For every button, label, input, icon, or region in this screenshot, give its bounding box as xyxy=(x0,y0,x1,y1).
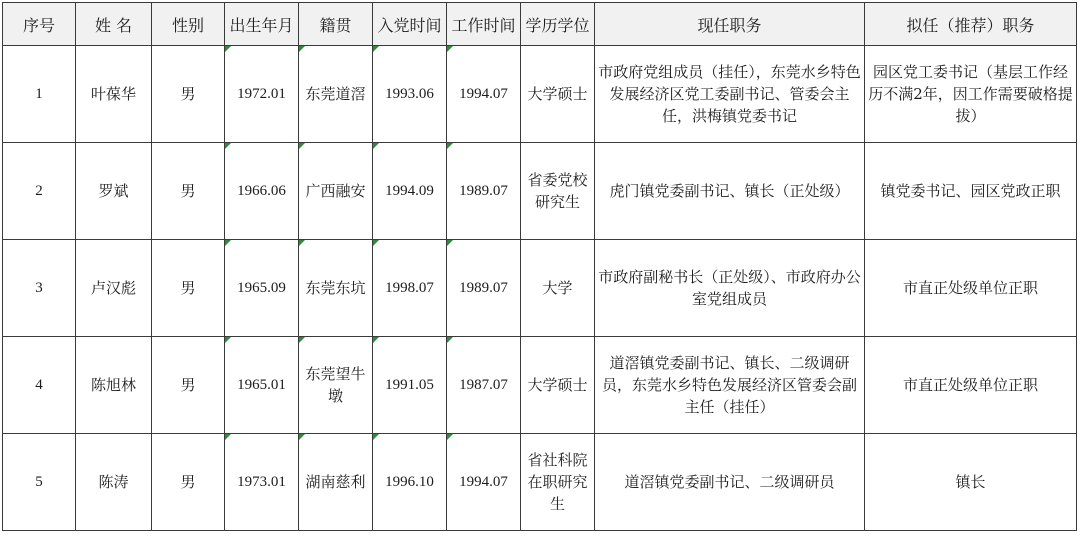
cell-seq: 4 xyxy=(3,337,76,434)
header-education: 学历学位 xyxy=(521,3,595,46)
cell-gender: 男 xyxy=(152,434,225,531)
header-name: 姓 名 xyxy=(76,3,152,46)
cell-current-post: 市政府党组成员（挂任），东莞水乡特色发展经济区党工委副书记、管委会主任，洪梅镇党委书记 xyxy=(595,46,865,143)
cell-work-start xyxy=(447,46,521,143)
cell-current-post: 市政府副秘书长（正处级）、市政府办公室党组成员 xyxy=(595,240,865,337)
cell-marker xyxy=(225,46,231,52)
cell-seq: 1 xyxy=(3,46,76,143)
cell-birth-text: 1965.01 xyxy=(237,377,286,393)
cell-birth-text: 1973.01 xyxy=(237,474,286,490)
cell-current-post: 道滘镇党委副书记、二级调研员 xyxy=(595,434,865,531)
cell-proposed-post: 市直正处级单位正职 xyxy=(865,240,1077,337)
table-row xyxy=(3,46,1077,143)
cell-birth xyxy=(225,337,299,434)
cell-gender: 男 xyxy=(152,143,225,240)
cell-origin-text: 广西融安 xyxy=(305,182,366,200)
cell-marker xyxy=(447,434,453,440)
cell-work-start-text: 1989.07 xyxy=(459,183,508,199)
cell-current-post: 虎门镇党委副书记、镇长（正处级） xyxy=(595,143,865,240)
cell-party-join-text: 1996.10 xyxy=(385,474,434,490)
cell-party-join xyxy=(373,46,447,143)
cell-origin xyxy=(299,143,373,240)
cell-proposed-post: 市直正处级单位正职 xyxy=(865,337,1077,434)
table-row xyxy=(3,240,1077,337)
cell-birth xyxy=(225,143,299,240)
cell-seq: 5 xyxy=(3,434,76,531)
cell-party-join xyxy=(373,337,447,434)
cell-work-start xyxy=(447,434,521,531)
cadre-roster-table xyxy=(2,2,1077,531)
cell-work-start-text: 1994.07 xyxy=(459,86,508,102)
cell-origin-text: 东莞望牛墩 xyxy=(305,365,366,405)
cell-gender: 男 xyxy=(152,240,225,337)
cell-marker xyxy=(225,143,231,149)
cell-marker xyxy=(373,337,379,343)
cell-marker xyxy=(299,143,305,149)
cell-name: 罗斌 xyxy=(76,143,152,240)
cell-name: 卢汉彪 xyxy=(76,240,152,337)
cell-party-join-text: 1993.06 xyxy=(385,86,434,102)
cell-proposed-post: 园区党工委书记（基层工作经历不满2年，因工作需要破格提拔） xyxy=(865,46,1077,143)
cell-education: 省社科院在职研究生 xyxy=(521,434,595,531)
cell-marker xyxy=(447,143,453,149)
cell-seq: 3 xyxy=(3,240,76,337)
cell-birth-text: 1966.06 xyxy=(237,183,286,199)
header-gender: 性别 xyxy=(152,3,225,46)
cell-marker xyxy=(447,46,453,52)
cell-education: 大学硕士 xyxy=(521,337,595,434)
cell-work-start-text: 1987.07 xyxy=(459,377,508,393)
cell-birth xyxy=(225,240,299,337)
cell-gender: 男 xyxy=(152,46,225,143)
cell-proposed-post: 镇党委书记、园区党政正职 xyxy=(865,143,1077,240)
cell-seq: 2 xyxy=(3,143,76,240)
header-birth: 出生年月 xyxy=(225,3,299,46)
cell-origin xyxy=(299,46,373,143)
cell-marker xyxy=(299,240,305,246)
cell-party-join xyxy=(373,240,447,337)
cell-marker xyxy=(299,434,305,440)
cell-party-join-text: 1998.07 xyxy=(385,280,434,296)
cell-party-join-text: 1991.05 xyxy=(385,377,434,393)
table-row xyxy=(3,337,1077,434)
cell-marker xyxy=(225,434,231,440)
cell-party-join xyxy=(373,434,447,531)
cell-marker xyxy=(373,240,379,246)
cell-work-start xyxy=(447,337,521,434)
cell-birth-text: 1972.01 xyxy=(237,86,286,102)
cell-marker xyxy=(373,46,379,52)
cell-marker xyxy=(373,143,379,149)
cell-marker xyxy=(447,337,453,343)
cell-gender: 男 xyxy=(152,337,225,434)
cell-marker xyxy=(225,337,231,343)
cell-origin xyxy=(299,240,373,337)
header-seq: 序号 xyxy=(3,3,76,46)
cell-origin-text: 湖南慈利 xyxy=(305,473,366,491)
cell-origin-text: 东莞东坑 xyxy=(305,279,366,297)
cell-name: 陈旭林 xyxy=(76,337,152,434)
header-party-join: 入党时间 xyxy=(373,3,447,46)
cell-marker xyxy=(299,46,305,52)
cell-marker xyxy=(447,240,453,246)
cell-birth xyxy=(225,434,299,531)
table-row xyxy=(3,143,1077,240)
cell-birth-text: 1965.09 xyxy=(237,280,286,296)
cell-education: 大学 xyxy=(521,240,595,337)
header-proposed-post: 拟任（推荐）职务 xyxy=(865,3,1077,46)
cell-proposed-post: 镇长 xyxy=(865,434,1077,531)
cell-origin xyxy=(299,337,373,434)
cell-birth xyxy=(225,46,299,143)
cell-origin-text: 东莞道滘 xyxy=(305,85,366,103)
table-row xyxy=(3,434,1077,531)
cell-current-post: 道滘镇党委副书记、镇长、二级调研员，东莞水乡特色发展经济区管委会副主任（挂任） xyxy=(595,337,865,434)
cell-name: 叶葆华 xyxy=(76,46,152,143)
cell-work-start xyxy=(447,240,521,337)
cell-education: 省委党校研究生 xyxy=(521,143,595,240)
cell-origin xyxy=(299,434,373,531)
header-work-start: 工作时间 xyxy=(447,3,521,46)
cell-work-start xyxy=(447,143,521,240)
header-row xyxy=(3,3,1077,46)
cell-name: 陈涛 xyxy=(76,434,152,531)
cell-party-join xyxy=(373,143,447,240)
cell-marker xyxy=(373,434,379,440)
cell-marker xyxy=(225,240,231,246)
cell-party-join-text: 1994.09 xyxy=(385,183,434,199)
cell-education: 大学硕士 xyxy=(521,46,595,143)
cell-marker xyxy=(299,337,305,343)
header-current-post: 现任职务 xyxy=(595,3,865,46)
cell-work-start-text: 1994.07 xyxy=(459,474,508,490)
cell-work-start-text: 1989.07 xyxy=(459,280,508,296)
header-origin: 籍贯 xyxy=(299,3,373,46)
